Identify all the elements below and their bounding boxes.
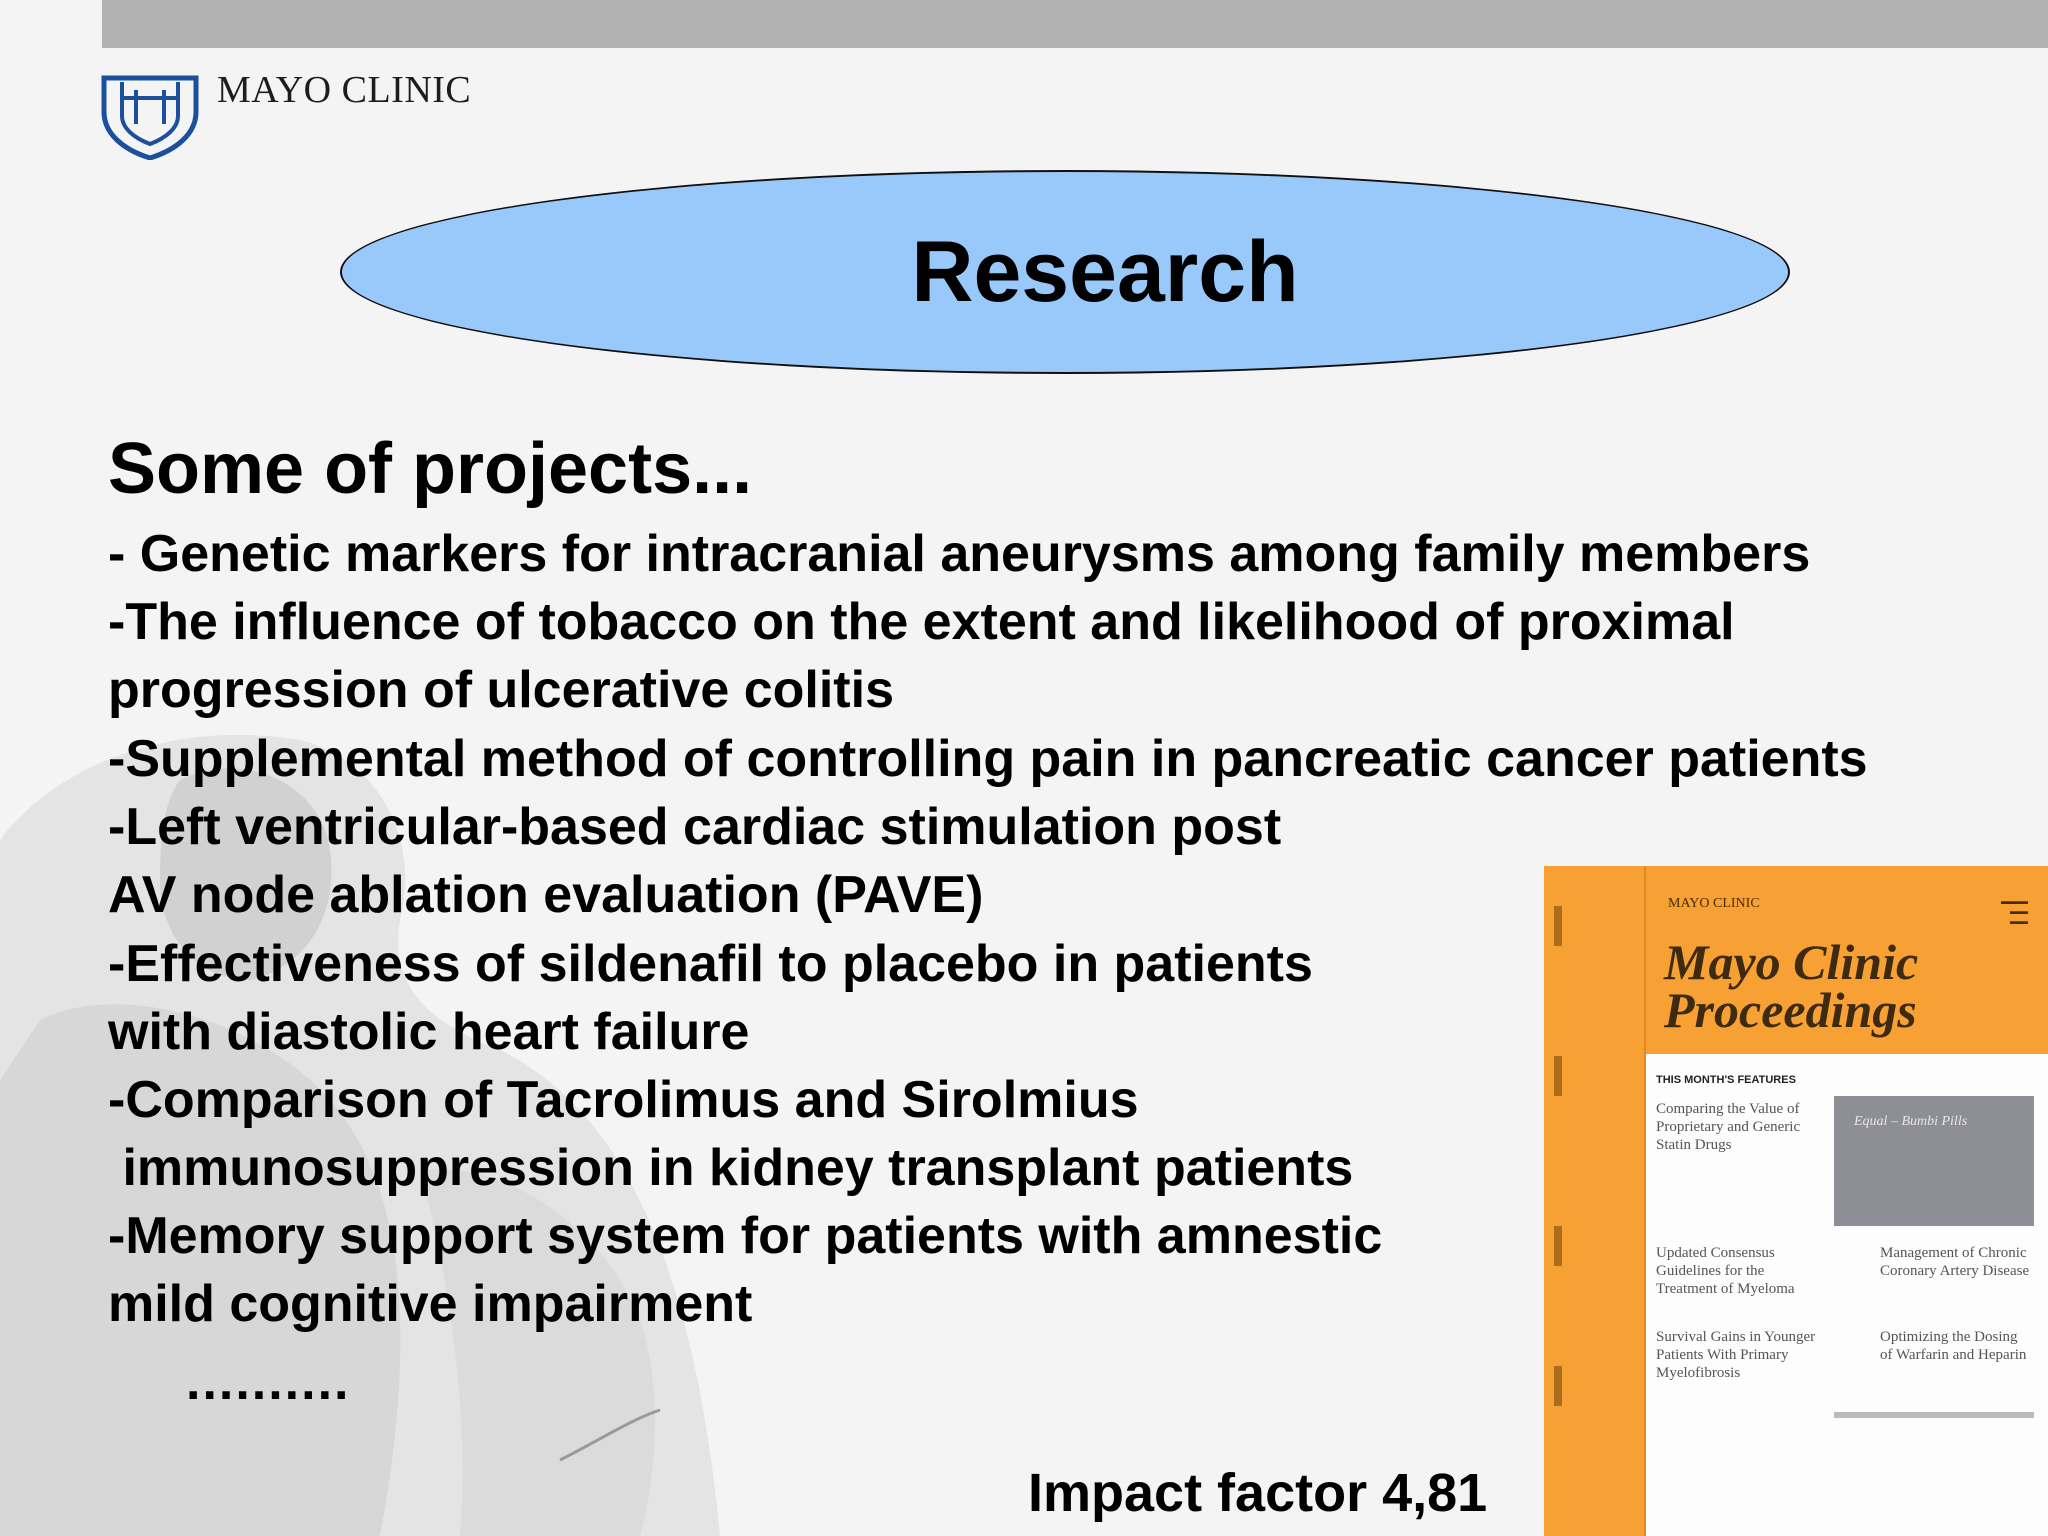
ellipsis: ..........: [186, 1353, 351, 1411]
logo-text: MAYO CLINIC: [217, 69, 472, 111]
project-line: with diastolic heart failure: [108, 1003, 750, 1061]
journal-article: Updated Consensus Guidelines for the Treatment of Myeloma: [1656, 1245, 1795, 1297]
journal-cover-photo: [1834, 1096, 2034, 1226]
journal-footer-line: [1834, 1412, 2034, 1418]
journal-photo-caption: Equal – Bumbi Pills: [1854, 1114, 1968, 1129]
project-line: -Supplemental method of controlling pain in pancreatic cancer patients: [108, 730, 1868, 788]
mayo-clinic-logo: [100, 68, 520, 158]
journal-spine: [1544, 866, 1646, 1536]
journal-title: [1664, 934, 1919, 1038]
project-line: AV node ablation evaluation (PAVE): [108, 866, 984, 924]
title-oval: [340, 170, 1790, 374]
project-line: -Comparison of Tacrolimus and Sirolmius: [108, 1071, 1139, 1129]
journal-logo: MAYO CLINIC: [1668, 896, 1760, 911]
project-line: -The influence of tobacco on the extent and likelihood of proximal: [108, 593, 1735, 651]
journal-title-line2: Proceedings: [1664, 982, 1917, 1038]
journal-article: Survival Gains in Younger Patients With Primary Myelofibrosis: [1656, 1329, 1816, 1381]
journal-article: Comparing the Value of Proprietary and Generic Statin Drugs: [1656, 1101, 1801, 1153]
project-line: mild cognitive impairment: [108, 1275, 753, 1333]
project-line: -Effectiveness of sildenafil to placebo in patients: [108, 935, 1313, 993]
projects-heading: Some of projects...: [108, 429, 753, 509]
journal-article: Optimizing the Dosing of Warfarin and Heparin: [1880, 1329, 2027, 1363]
top-bar: [102, 0, 2048, 48]
project-line: immunosuppression in kidney transplant patients: [108, 1139, 1354, 1197]
journal-features-heading: THIS MONTH'S FEATURES: [1656, 1074, 1796, 1086]
project-line: -Left ventricular-based cardiac stimulation post: [108, 798, 1282, 856]
project-line: progression of ulcerative colitis: [108, 661, 894, 719]
slide-title: Research: [911, 223, 1299, 320]
impact-factor: Impact factor 4,81: [1028, 1463, 1488, 1523]
journal-cover-image: [1544, 866, 2048, 1536]
journal-article: Management of Chronic Coronary Artery Disease: [1880, 1245, 2030, 1279]
journal-issue-info: ▬▬▬ ▬▬ ▬▬: [2001, 896, 2028, 926]
project-line: -Memory support system for patients with amnestic: [108, 1207, 1383, 1265]
journal-title-line1: Mayo Clinic: [1664, 934, 1919, 990]
mayo-shield-icon: [100, 72, 200, 160]
project-line: - Genetic markers for intracranial aneurysms among family members: [108, 525, 1811, 583]
